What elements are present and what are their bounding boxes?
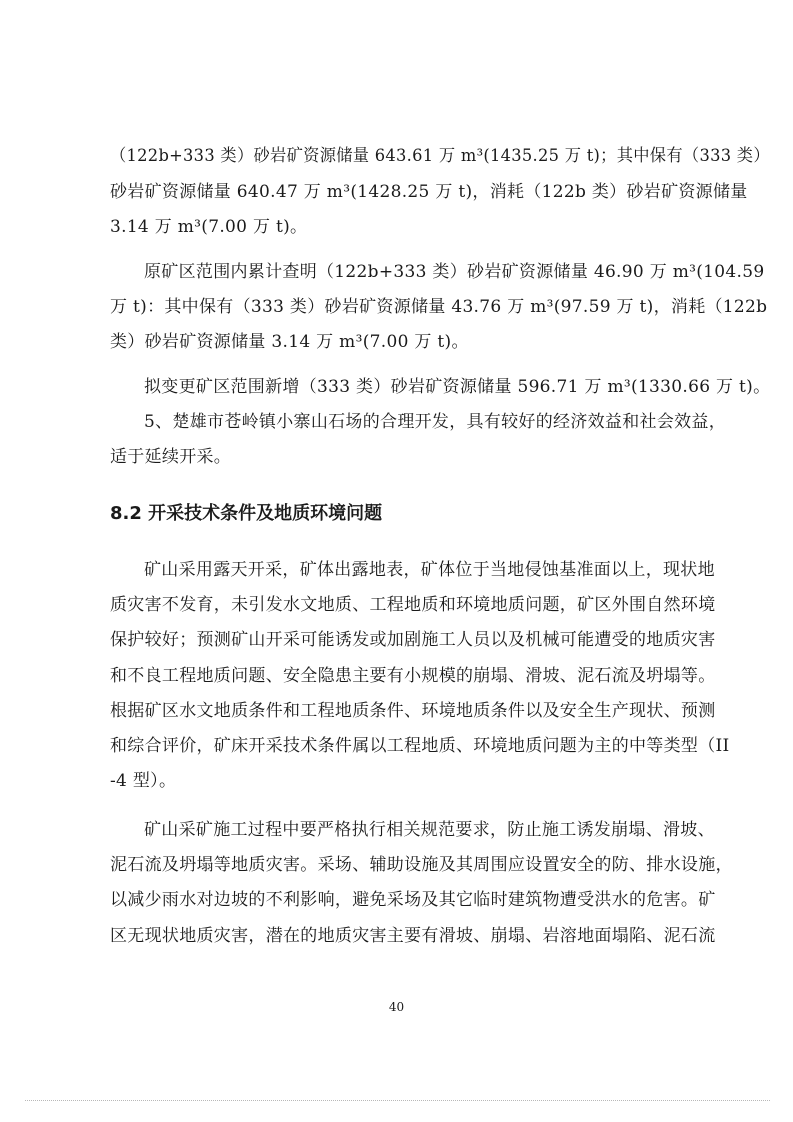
body-text-line: 万 t)：其中保有（333 类）砂岩矿资源储量 43.76 万 m³(97.59 万 t)，消耗（122b — [110, 297, 768, 317]
body-text-line: 矿山采矿施工过程中要严格执行相关规范要求，防止施工诱发崩塌、滑坡、 — [144, 820, 715, 840]
body-text-line: 类）砂岩矿资源储量 3.14 万 m³(7.00 万 t)。 — [110, 332, 469, 352]
body-text-line: 砂岩矿资源储量 640.47 万 m³(1428.25 万 t)，消耗（122b 类）砂岩矿资源储量 — [110, 182, 748, 202]
section-heading: 8.2 开采技术条件及地质环境问题 — [110, 503, 383, 524]
body-text-line: 原矿区范围内累计查明（122b+333 类）砂岩矿资源储量 46.90 万 m³(104.59 — [144, 262, 765, 282]
body-text-line: 5、楚雄市苍岭镇小寨山石场的合理开发，具有较好的经济效益和社会效益， — [144, 412, 727, 432]
body-text-line: 以减少雨水对边坡的不利影响，避免采场及其它临时建筑物遭受洪水的危害。矿 — [110, 890, 716, 910]
body-text-line: 和不良工程地质问题、安全隐患主要有小规模的崩塌、滑坡、泥石流及坍塌等。 — [110, 666, 716, 686]
body-text-line: 区无现状地质灾害，潜在的地质灾害主要有滑坡、崩塌、岩溶地面塌陷、泥石流 — [110, 926, 716, 946]
body-text-line: 拟变更矿区范围新增（333 类）砂岩矿资源储量 596.71 万 m³(1330.66 万 t)。 — [144, 377, 771, 397]
body-text-line: 3.14 万 m³(7.00 万 t)。 — [110, 217, 308, 237]
page-number: 40 — [388, 1000, 405, 1014]
body-text-line: （122b+333 类）砂岩矿资源储量 643.61 万 m³(1435.25 万 t)；其中保有（333 类） — [110, 146, 770, 166]
body-text-line: 适于延续开采。 — [110, 447, 232, 467]
body-text-line: 泥石流及坍塌等地质灾害。采场、辅助设施及其周围应设置安全的防、排水设施， — [110, 855, 733, 875]
footer-divider — [25, 1100, 770, 1101]
body-text-line: -4 型）。 — [110, 771, 177, 791]
body-text-line: 保护较好；预测矿山开采可能诱发或加剧施工人员以及机械可能遭受的地质灾害 — [110, 630, 716, 650]
body-text-line: 和综合评价，矿床开采技术条件属以工程地质、环境地质问题为主的中等类型（II — [110, 736, 730, 756]
body-text-line: 质灾害不发育，未引发水文地质、工程地质和环境地质问题，矿区外围自然环境 — [110, 595, 716, 615]
body-text-line: 矿山采用露天开采，矿体出露地表，矿体位于当地侵蚀基准面以上，现状地 — [144, 560, 715, 580]
body-text-line: 根据矿区水文地质条件和工程地质条件、环境地质条件以及安全生产现状、预测 — [110, 701, 716, 721]
